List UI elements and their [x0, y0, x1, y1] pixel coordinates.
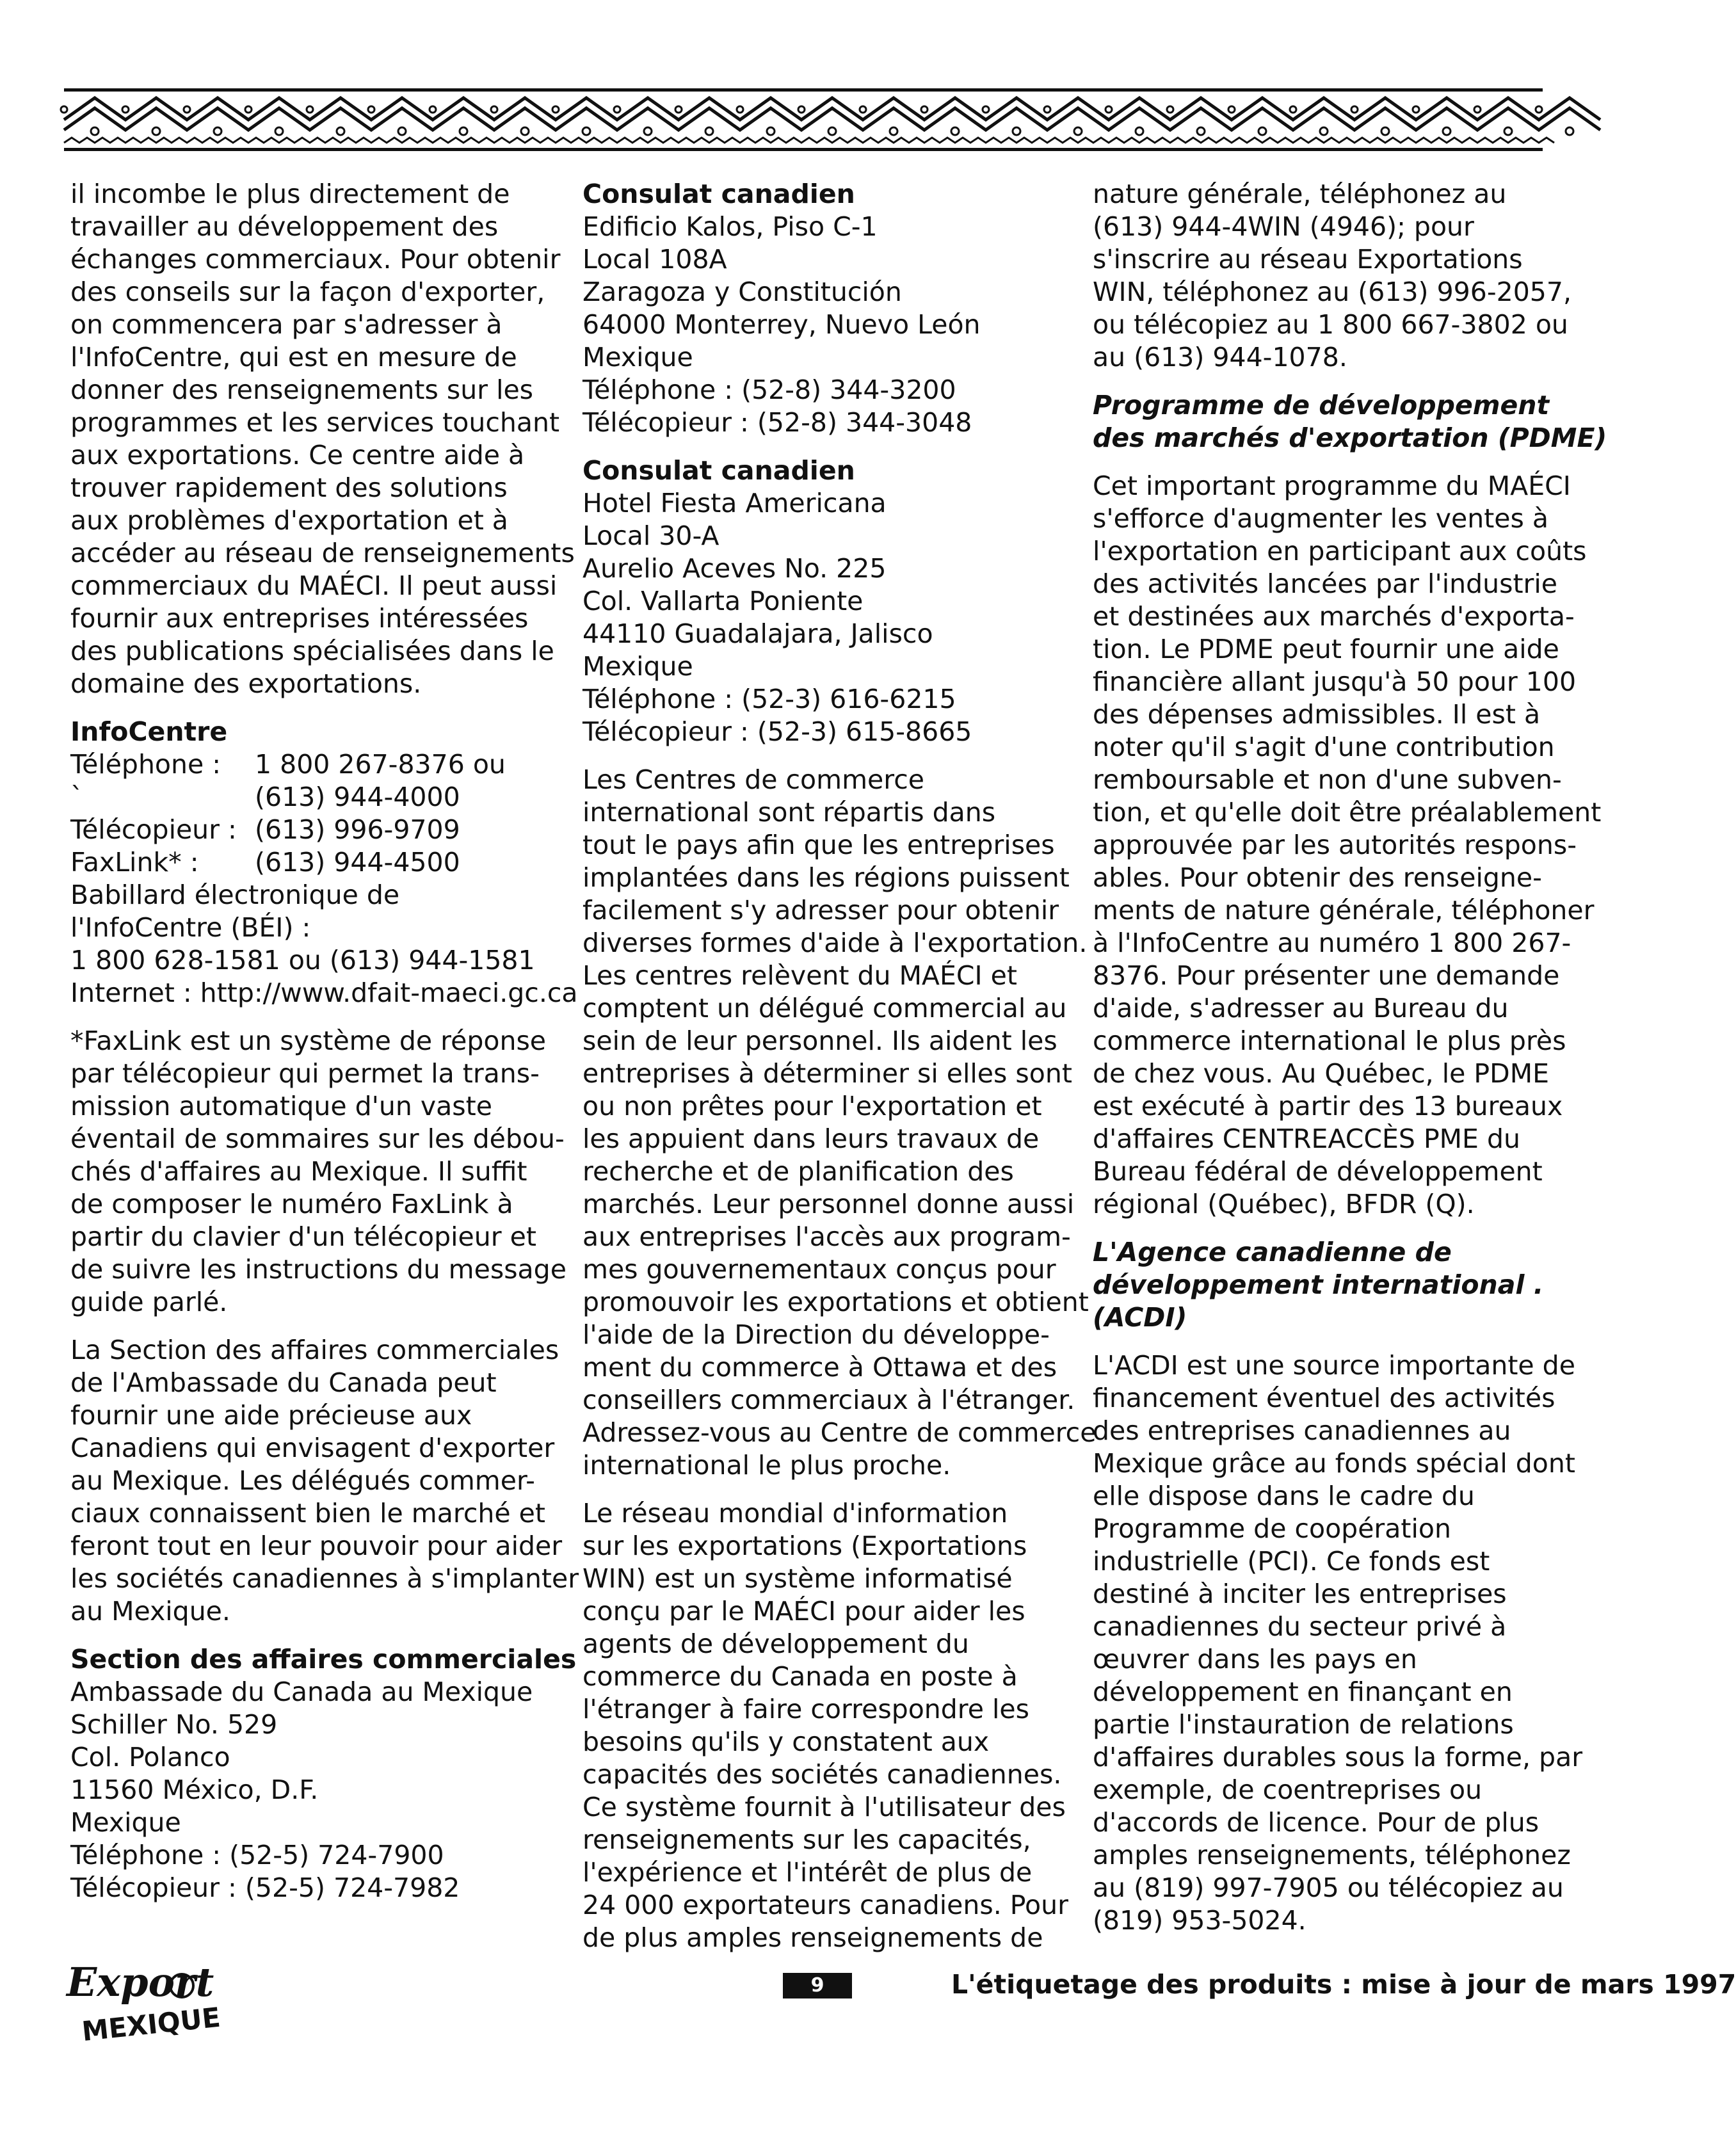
section-paragraph — [70, 1334, 579, 1628]
text-line: Mexique — [70, 1807, 181, 1838]
column-1 — [70, 178, 579, 1920]
text-line: Edificio Kalos, Piso C-1 — [583, 211, 878, 242]
text-line: Télécopieur : (52-3) 615-8665 — [583, 716, 972, 747]
text-line: ment du commerce à Ottawa et des — [583, 1352, 1057, 1383]
text-line: Adressez-vous au Centre de commerce — [583, 1417, 1097, 1448]
text-line: Programme de coopération — [1093, 1513, 1451, 1544]
text-line: aux entreprises l'accès aux program- — [583, 1221, 1071, 1252]
text-line: partie l'instauration de relations — [1093, 1709, 1514, 1740]
faxlink-paragraph — [70, 1025, 567, 1319]
text-line: l'étranger à faire correspondre les — [583, 1694, 1030, 1725]
text-line: conçu par le MAÉCI pour aider les — [583, 1596, 1025, 1627]
win-continued — [1093, 178, 1571, 374]
consulat-guadalajara — [583, 454, 1056, 748]
text-line: Téléphone : (52-8) 344-3200 — [583, 374, 956, 405]
contact-label: FaxLink* : — [70, 847, 199, 878]
text-line: 1 800 628-1581 ou (613) 944-1581 — [70, 945, 535, 976]
text-line: Col. Vallarta Poniente — [583, 586, 864, 616]
text-line: canadiennes du secteur privé à — [1093, 1611, 1507, 1642]
centres-paragraph — [583, 764, 1097, 1482]
text-line: approuvée par les autorités respons- — [1093, 830, 1577, 860]
text-line: Babillard électronique de — [70, 880, 400, 910]
text-line: de suivre les instructions du message — [70, 1254, 567, 1285]
text-line: entreprises à déterminer si elles sont — [583, 1058, 1072, 1089]
page-number: 9 — [783, 1973, 852, 1998]
text-line: remboursable et non d'une subven- — [1093, 764, 1562, 795]
text-line: des publications spécialisées dans le — [70, 636, 554, 666]
text-line: WIN, téléphonez au (613) 996-2057, — [1093, 277, 1571, 307]
text-line: Mexique — [583, 651, 693, 682]
text-line: implantées dans les régions puissent — [583, 862, 1070, 893]
text-line: Télécopieur : (52-5) 724-7982 — [70, 1872, 460, 1903]
acdi-heading — [1093, 1236, 1566, 1334]
text-line: La Section des affaires commerciales — [70, 1335, 559, 1365]
text-line: aux exportations. Ce centre aide à — [70, 440, 525, 470]
text-line: d'affaires CENTREACCÈS PME du — [1093, 1123, 1520, 1154]
contact-row — [70, 781, 544, 814]
text-line: destiné à inciter les entreprises — [1093, 1579, 1507, 1609]
text-line: Les Centres de commerce — [583, 764, 924, 795]
text-line: elle dispose dans le cadre du — [1093, 1481, 1475, 1511]
text-line: au Mexique. — [70, 1596, 230, 1627]
text-line: on commencera par s'adresser à — [70, 309, 502, 340]
text-line: besoins qu'ils y constatent aux — [583, 1726, 990, 1757]
text-line: Bureau fédéral de développement — [1093, 1156, 1543, 1187]
contact-value: (613) 944-4000 — [255, 782, 460, 812]
text-line: ables. Pour obtenir des renseigne- — [1093, 862, 1542, 893]
contact-value: 1 800 267-8376 ou — [255, 749, 506, 780]
text-line: s'efforce d'augmenter les ventes à — [1093, 503, 1549, 534]
text-line: Le réseau mondial d'information — [583, 1498, 1008, 1529]
text-line: de l'Ambassade du Canada peut — [70, 1367, 497, 1398]
text-line: chés d'affaires au Mexique. Il suffit — [70, 1156, 527, 1187]
text-line: Télécopieur : (52-8) 344-3048 — [583, 407, 972, 438]
column-3 — [1093, 178, 1607, 1952]
text-line: facilement s'y adresser pour obtenir — [583, 895, 1059, 926]
text-line: des conseils sur la façon d'exporter, — [70, 277, 545, 307]
text-line: 64000 Monterrey, Nuevo León — [583, 309, 981, 340]
text-line: L'Agence canadienne de — [1093, 1237, 1452, 1267]
text-line: Internet : http://www.dfait-maeci.gc.ca — [70, 977, 578, 1008]
text-line: accéder au réseau de renseignements — [70, 538, 575, 568]
text-line: capacités des sociétés canadiennes. — [583, 1759, 1062, 1790]
text-line: renseignements sur les capacités, — [583, 1824, 1031, 1855]
text-line: mes gouvernementaux conçus pour — [583, 1254, 1056, 1285]
acdi-paragraph — [1093, 1349, 1583, 1937]
text-line: au (613) 944-1078. — [1093, 342, 1347, 373]
text-line: Local 30-A — [583, 520, 719, 551]
text-line: l'expérience et l'intérêt de plus de — [583, 1857, 1033, 1888]
text-line: Mexique grâce au fonds spécial dont — [1093, 1448, 1575, 1479]
text-line: développement en finançant en — [1093, 1677, 1513, 1707]
text-line: d'aide, s'adresser au Bureau du — [1093, 993, 1509, 1024]
text-line: les appuient dans leurs travaux de — [583, 1123, 1040, 1154]
text-line: des activités lancées par l'industrie — [1093, 568, 1558, 599]
text-line: promouvoir les exportations et obtient — [583, 1287, 1089, 1317]
text-line: guide parlé. — [70, 1287, 228, 1317]
contact-label: Télécopieur : — [70, 814, 237, 845]
text-line: Les centres relèvent du MAÉCI et — [583, 960, 1017, 991]
column-2 — [583, 178, 1097, 1970]
text-line: Ce système fournit à l'utilisateur des — [583, 1792, 1066, 1822]
svg-text:Export: Export — [67, 1959, 214, 2006]
contact-row — [70, 748, 544, 781]
text-line: Aurelio Aceves No. 225 — [583, 553, 887, 584]
text-line: comptent un délégué commercial au — [583, 993, 1067, 1024]
text-line: il incombe le plus directement de — [70, 179, 510, 209]
text-line: 44110 Guadalajara, Jalisco — [583, 618, 933, 649]
text-line: ou non prêtes pour l'exportation et — [583, 1091, 1042, 1122]
text-line: est exécuté à partir des 13 bureaux — [1093, 1091, 1563, 1122]
consulat-monterrey — [583, 178, 1056, 439]
text-line: au Mexique. Les délégués commer- — [70, 1465, 535, 1496]
intro-paragraph — [70, 178, 575, 700]
infocentre-contact — [70, 716, 578, 1009]
text-line: marchés. Leur personnel donne aussi — [583, 1189, 1075, 1219]
text-line: (613) 944-4WIN (4946); pour — [1093, 211, 1474, 242]
text-line: travailler au développement des — [70, 211, 499, 242]
zigzag-pattern-icon — [64, 92, 1543, 148]
text-line: recherche et de planification des — [583, 1156, 1014, 1187]
text-line: diverses formes d'aide à l'exportation. — [583, 928, 1088, 958]
text-line: et destinées aux marchés d'exporta- — [1093, 601, 1575, 632]
svg-text:MEXIQUE: MEXIQUE — [80, 2001, 222, 2048]
contact-label: Téléphone : — [70, 749, 221, 780]
section-address — [70, 1643, 577, 1904]
text-line: d'accords de licence. Pour de plus — [1093, 1807, 1539, 1838]
pdme-heading — [1093, 389, 1607, 454]
text-line: éventail de sommaires sur les débou- — [70, 1123, 565, 1154]
text-line: Ambassade du Canada au Mexique — [70, 1677, 533, 1707]
section-address-heading: Section des affaires commerciales — [70, 1644, 577, 1675]
text-line: par télécopieur qui permet la trans- — [70, 1058, 540, 1089]
text-line: de chez vous. Au Québec, le PDME — [1093, 1058, 1549, 1089]
text-line: œuvrer dans les pays en — [1093, 1644, 1417, 1675]
text-line: des entreprises canadiennes au — [1093, 1415, 1511, 1446]
text-line: échanges commerciaux. Pour obtenir — [70, 244, 561, 275]
text-line: amples renseignements, téléphonez — [1093, 1840, 1571, 1870]
text-line: des dépenses admissibles. Il est à — [1093, 699, 1541, 730]
decorative-border — [64, 88, 1543, 151]
text-line: l'aide de la Direction du développe- — [583, 1319, 1050, 1350]
text-line: agents de développement du — [583, 1628, 969, 1659]
text-line: Col. Polanco — [70, 1742, 230, 1773]
text-line: financière allant jusqu'à 50 pour 100 — [1093, 666, 1577, 697]
contact-value: (613) 996-9709 — [255, 814, 460, 845]
text-line: tout le pays afin que les entreprises — [583, 830, 1055, 860]
text-line: Canadiens qui envisagent d'exporter — [70, 1433, 555, 1463]
text-line: (819) 953-5024. — [1093, 1905, 1306, 1936]
text-line: nature générale, téléphonez au — [1093, 179, 1507, 209]
text-line: Zaragoza y Constitución — [583, 277, 902, 307]
text-line: l'InfoCentre, qui est en mesure de — [70, 342, 517, 373]
text-line: international le plus proche. — [583, 1450, 951, 1481]
text-line: exemple, de coentreprises ou — [1093, 1774, 1483, 1805]
text-line: fournir une aide précieuse aux — [70, 1400, 472, 1431]
text-line: Mexique — [583, 342, 693, 373]
contact-row — [70, 846, 544, 879]
text-line: l'InfoCentre (BÉI) : — [70, 912, 311, 943]
text-line: WIN) est un système informatisé — [583, 1563, 1013, 1594]
text-line: 24 000 exportateurs canadiens. Pour — [583, 1890, 1068, 1920]
contact-value: (613) 944-4500 — [255, 847, 460, 878]
text-line: Cet important programme du MAÉCI — [1093, 470, 1571, 501]
text-line: Programme de développement — [1093, 390, 1550, 421]
text-line: s'inscrire au réseau Exportations — [1093, 244, 1523, 275]
contact-row — [70, 814, 544, 846]
text-line: de composer le numéro FaxLink à — [70, 1189, 513, 1219]
text-line: les sociétés canadiennes à s'implanter — [70, 1563, 579, 1594]
text-line: Local 108A — [583, 244, 727, 275]
pdme-paragraph — [1093, 470, 1602, 1221]
text-line: Hotel Fiesta Americana — [583, 488, 887, 519]
text-line: industrielle (PCI). Ce fonds est — [1093, 1546, 1490, 1577]
text-line: commerce international le plus près — [1093, 1025, 1566, 1056]
text-line: commerce du Canada en poste à — [583, 1661, 1018, 1692]
text-line: Téléphone : (52-3) 616-6215 — [583, 684, 956, 714]
consulat-heading: Consulat canadien — [583, 179, 855, 209]
text-line: développement international . — [1093, 1269, 1544, 1300]
text-line: international sont répartis dans — [583, 797, 996, 828]
text-line: Téléphone : (52-5) 724-7900 — [70, 1840, 444, 1870]
text-line: d'affaires durables sous la forme, par — [1093, 1742, 1583, 1773]
text-line: financement éventuel des activités — [1093, 1383, 1555, 1413]
text-line: mission automatique d'un vaste — [70, 1091, 492, 1122]
text-line: ou télécopiez au 1 800 667-3802 ou — [1093, 309, 1568, 340]
consulat-heading: Consulat canadien — [583, 455, 855, 486]
text-line: de plus amples renseignements de — [583, 1922, 1043, 1953]
footer-title: L'étiquetage des produits : mise à jour de mars 1997 — [951, 1969, 1736, 2000]
text-line: tion. Le PDME peut fournir une aide — [1093, 634, 1559, 664]
text-line: programmes et les services touchant — [70, 407, 560, 438]
text-line: 8376. Pour présenter une demande — [1093, 960, 1560, 991]
text-line: domaine des exportations. — [70, 668, 422, 699]
win-paragraph — [583, 1497, 1068, 1954]
text-line: partir du clavier d'un télécopieur et — [70, 1221, 536, 1252]
infocentre-heading: InfoCentre — [70, 716, 228, 747]
text-line: commerciaux du MAÉCI. Il peut aussi — [70, 570, 558, 601]
text-line: aux problèmes d'exportation et à — [70, 505, 508, 536]
text-line: régional (Québec), BFDR (Q). — [1093, 1189, 1475, 1219]
text-line: (ACDI) — [1093, 1302, 1187, 1333]
contact-label: ` — [70, 782, 84, 812]
text-line: fournir aux entreprises intéressées — [70, 603, 529, 634]
text-line: L'ACDI est une source importante de — [1093, 1350, 1575, 1381]
text-line: *FaxLink est un système de réponse — [70, 1025, 547, 1056]
text-line: tion, et qu'elle doit être préalablement — [1093, 797, 1602, 828]
export-mexique-logo — [55, 1952, 222, 2048]
text-line: donner des renseignements sur les — [70, 374, 534, 405]
text-line: 11560 México, D.F. — [70, 1774, 319, 1805]
text-line: ments de nature générale, téléphoner — [1093, 895, 1595, 926]
text-line: sein de leur personnel. Ils aident les — [583, 1025, 1057, 1056]
text-line: ciaux connaissent bien le marché et — [70, 1498, 545, 1529]
text-line: l'exportation en participant aux coûts — [1093, 536, 1587, 567]
text-line: Schiller No. 529 — [70, 1709, 278, 1740]
text-line: au (819) 997-7905 ou télécopiez au — [1093, 1872, 1564, 1903]
text-line: des marchés d'exportation (PDME) — [1093, 422, 1607, 453]
text-line: sur les exportations (Exportations — [583, 1531, 1027, 1561]
text-line: feront tout en leur pouvoir pour aider — [70, 1531, 563, 1561]
text-line: trouver rapidement des solutions — [70, 472, 508, 503]
text-line: à l'InfoCentre au numéro 1 800 267- — [1093, 928, 1571, 958]
text-line: conseillers commerciaux à l'étranger. — [583, 1385, 1075, 1415]
text-line: noter qu'il s'agit d'une contribution — [1093, 732, 1555, 762]
